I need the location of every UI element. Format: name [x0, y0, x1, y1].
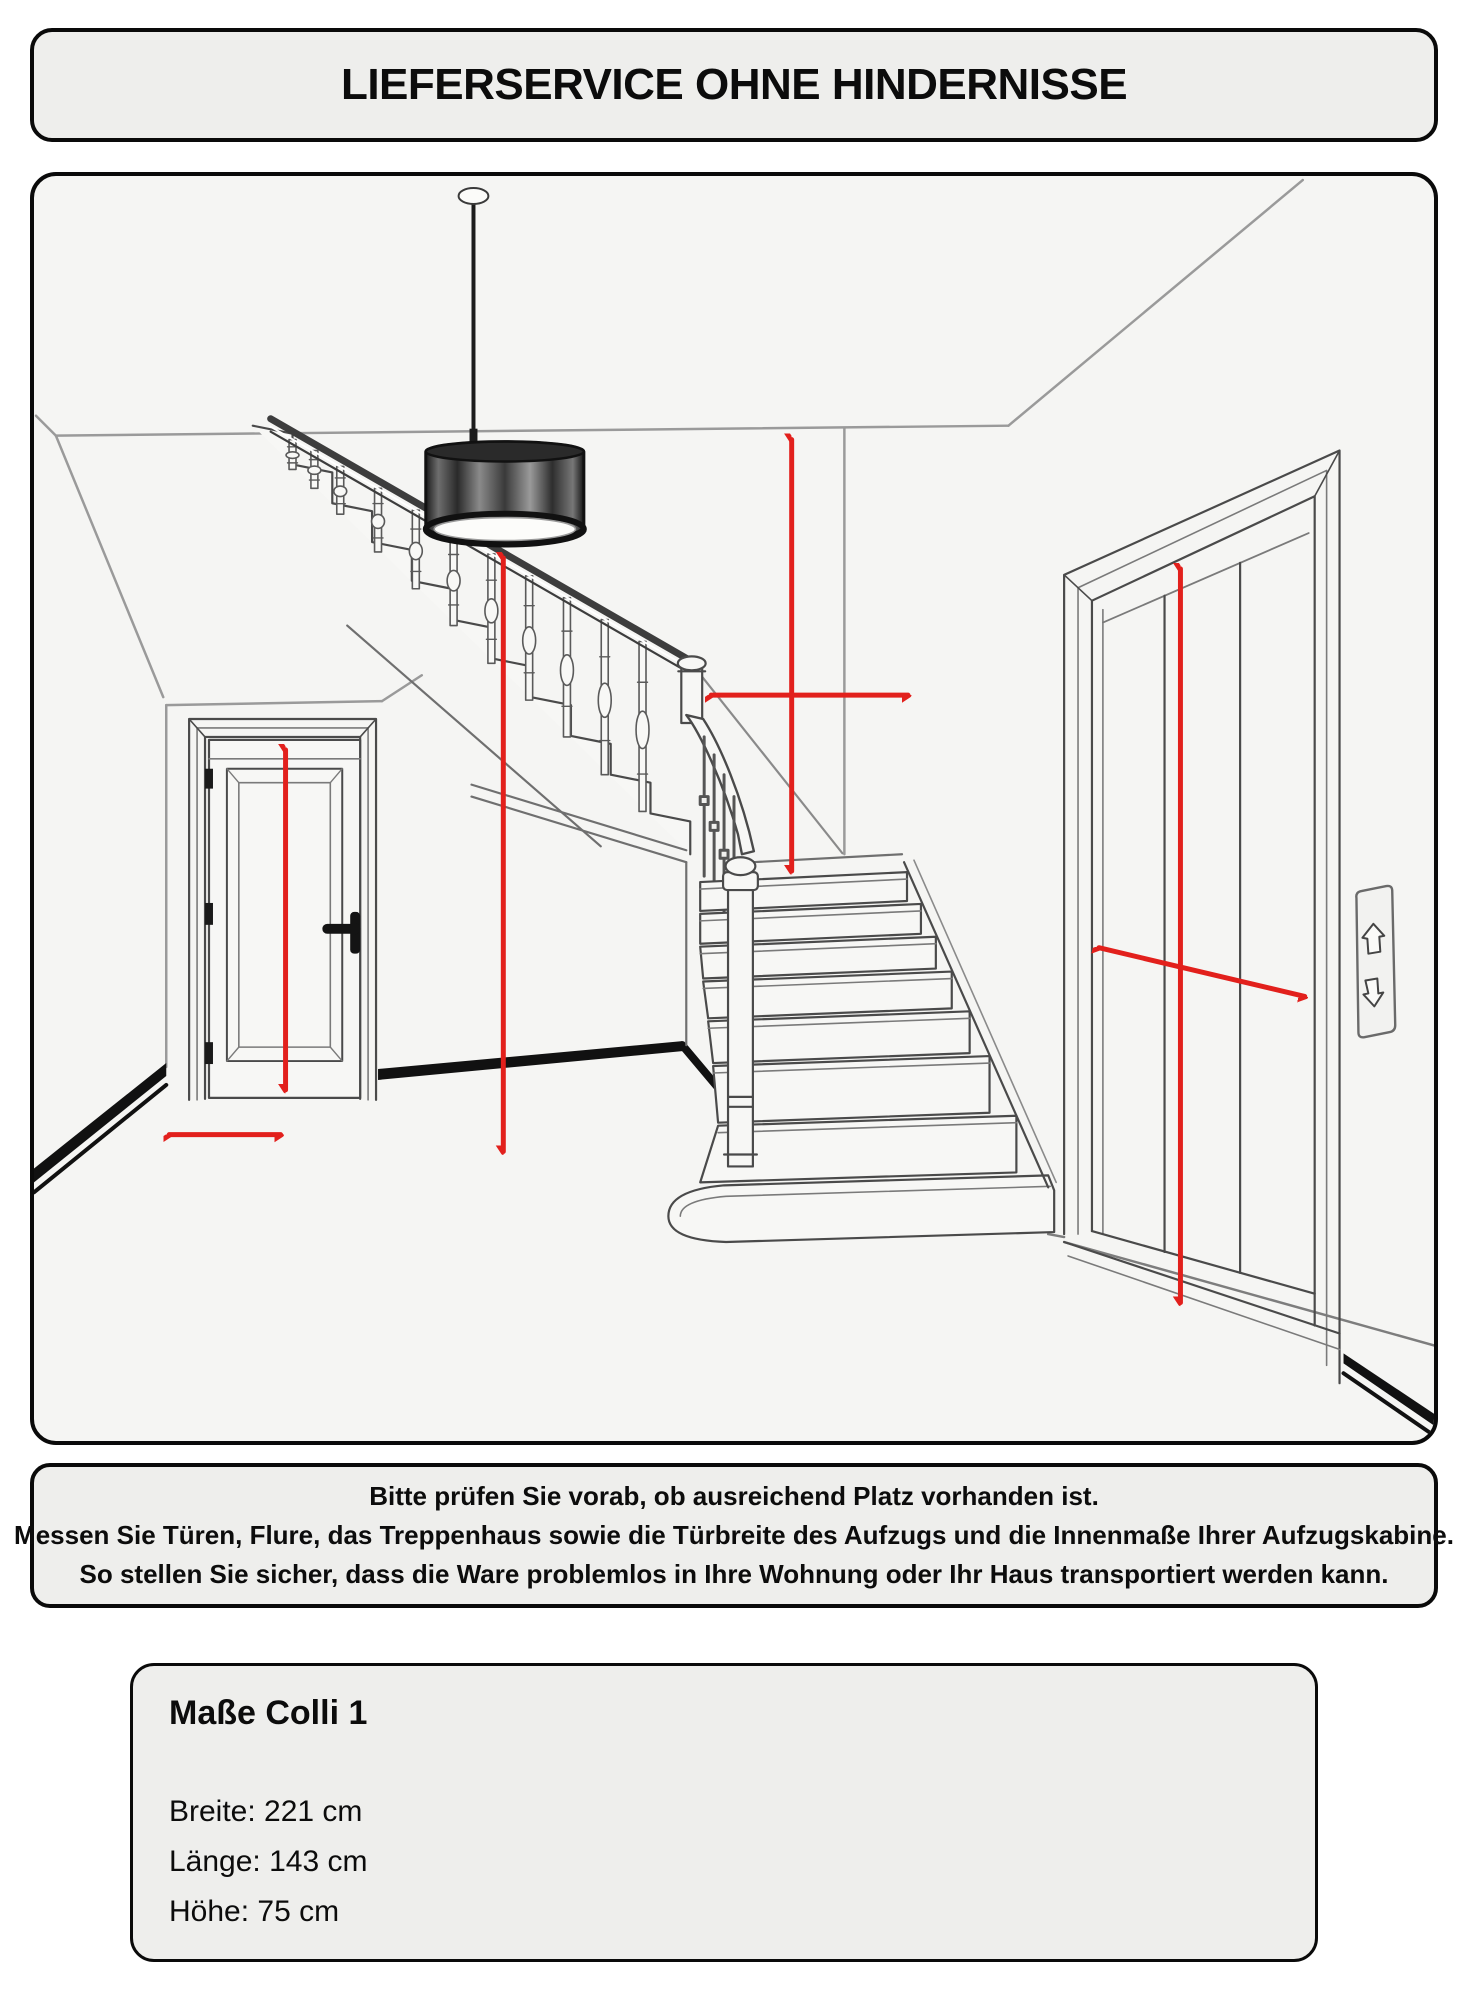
note-line-2: Messen Sie Türen, Flure, das Treppenhaus sowie die Türbreite des Aufzugs und die Innenmaße Ihrer Aufzugskabine.	[14, 1520, 1454, 1550]
interior-door	[189, 719, 376, 1100]
note-line-1: Bitte prüfen Sie vorab, ob ausreichend Platz vorhanden ist.	[369, 1481, 1099, 1511]
top-newel-post	[678, 656, 706, 723]
baseboard-elevator-wall	[1344, 1353, 1434, 1429]
package-length: Länge: 143 cm	[169, 1845, 368, 1878]
staircase	[253, 419, 1056, 1242]
package-width: Breite: 221 cm	[169, 1795, 363, 1828]
note-box	[14, 1463, 1454, 1608]
elevator-width-arrow-icon	[1099, 948, 1305, 997]
ceiling-corner-line	[1008, 180, 1302, 426]
gooseneck-rail	[686, 715, 754, 854]
lower-flight-steps	[668, 872, 1054, 1242]
lamp-diffuser	[434, 518, 575, 541]
package-height: Höhe: 75 cm	[169, 1895, 340, 1928]
bottom-newel-post	[723, 857, 758, 1166]
hallway-illustration	[34, 176, 1434, 1441]
baseboard-back-wall	[378, 1041, 682, 1080]
title-box	[30, 28, 1438, 142]
baseboard-left-wall	[34, 1063, 166, 1182]
pendant-lamp	[426, 188, 584, 544]
ceiling-rose	[459, 188, 489, 204]
door-wall-top	[166, 701, 382, 705]
package-dimensions-box	[130, 1663, 1318, 1962]
left-wall-corner	[56, 436, 163, 698]
package-dimensions-heading: Maße Colli 1	[169, 1694, 368, 1732]
note-line-3: So stellen Sie sicher, dass die Ware problemlos in Ihre Wohnung oder Ihr Haus transportiert werden kann.	[79, 1559, 1389, 1589]
elevator-frame	[1064, 451, 1339, 1384]
elevator-cabin	[1064, 533, 1339, 1349]
ceiling-line	[56, 426, 1009, 436]
page-title: LIEFERSERVICE OHNE HINDERNISSE	[340, 60, 1128, 109]
elevator-call-panel	[1356, 886, 1395, 1037]
elevator	[1064, 451, 1395, 1384]
illustration-box	[30, 172, 1438, 1445]
